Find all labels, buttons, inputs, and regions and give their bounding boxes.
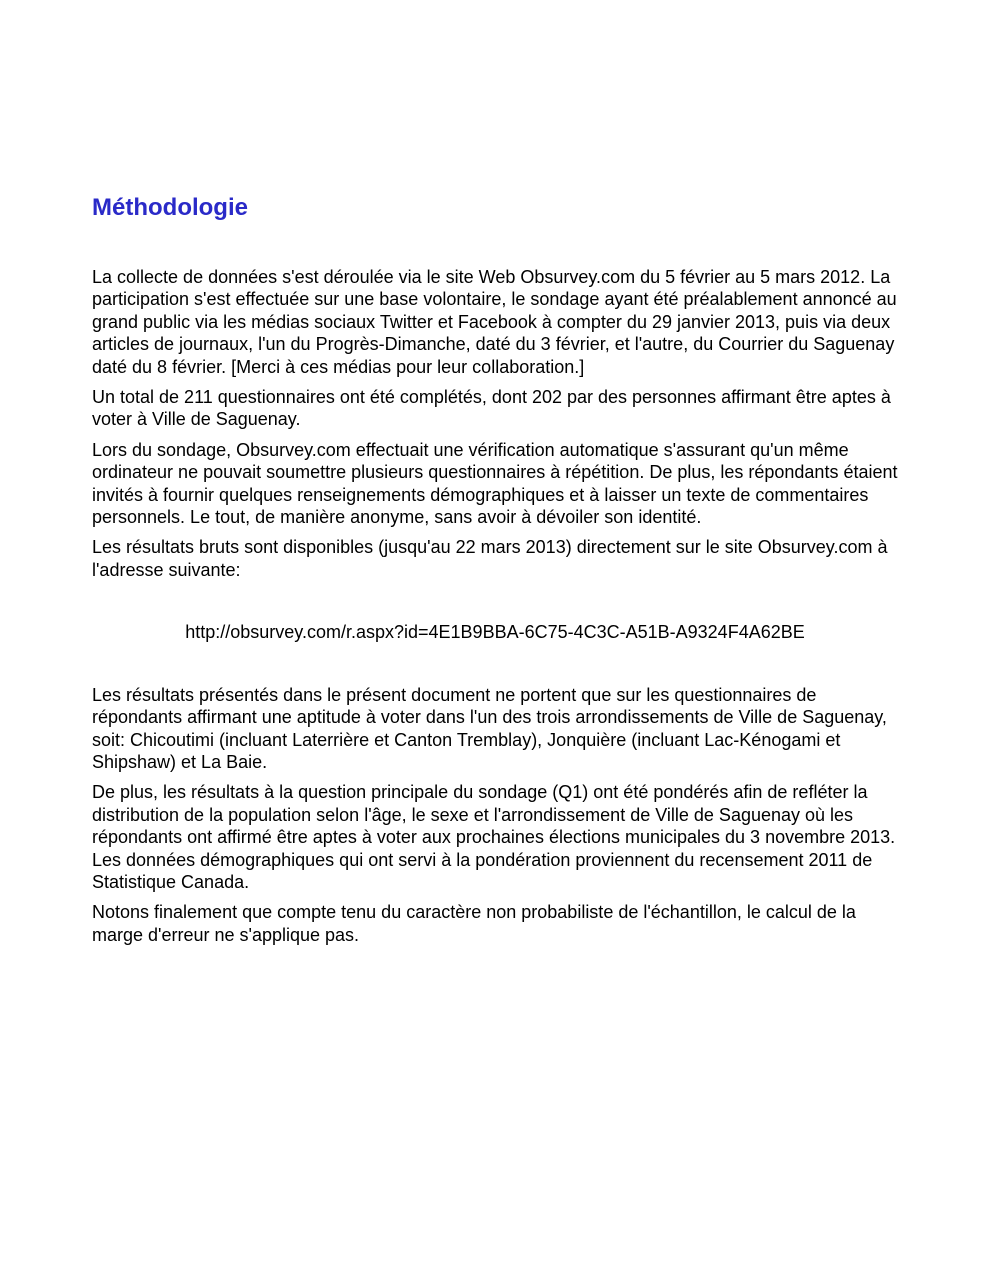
paragraph-raw-results: Les résultats bruts sont disponibles (jusqu'au 22 mars 2013) directement sur le site Obsurvey.com à l'adresse suivante: bbox=[92, 537, 888, 580]
paragraph-margin-of-error: Notons finalement que compte tenu du caractère non probabiliste de l'échantillon, le calcul de la marge d'erreur ne s'applique pas. bbox=[92, 902, 856, 945]
paragraph-verification: Lors du sondage, Obsurvey.com effectuait une vérification automatique s'assurant qu'un même ordinateur ne pouvait soumettre plusieurs questionnaires à répétition. De plus, les répondants étaient invités à fournir quelques renseignements démographiques et à laisser un texte de commentaires personnels. Le tout, de manière anonyme, sans avoir à dévoiler son identité. bbox=[92, 439, 898, 528]
paragraph-data-collection: La collecte de données s'est déroulée via le site Web Obsurvey.com du 5 février au 5 mars 2012. La participation s'est effectuée sur une base volontaire, le sondage ayant été préalablement annoncé au grand public via les médias sociaux Twitter et Facebook à compter du 29 janvier 2013, puis via deux articles de journaux, l'un du Progrès-Dimanche, daté du 3 février, et l'autre, du Courrier du Saguenay daté du 8 février. [Merci à ces médias pour leur collaboration.] bbox=[92, 267, 897, 377]
paragraph-total-questionnaires: Un total de 211 questionnaires ont été complétés, dont 202 par des personnes affirmant être aptes à voter à Ville de Saguenay. bbox=[92, 387, 891, 430]
section-title: Méthodologie bbox=[92, 194, 248, 221]
paragraph-weighting: De plus, les résultats à la question principale du sondage (Q1) ont été pondérés afin de refléter la distribution de la population selon l'âge, le sexe et l'arrondissement de Ville de Saguenay où les répondants ont affirmé être aptes à voter aux prochaines élections municipales du 3 novembre 2013. Les données démographiques qui ont servi à la pondération proviennent du recensement 2011 de Statistique Canada. bbox=[92, 782, 896, 892]
results-url[interactable]: http://obsurvey.com/r.aspx?id=4E1B9BBA-6C75-4C3C-A51B-A9324F4A62BE bbox=[185, 622, 805, 643]
document-page bbox=[92, 192, 898, 954]
paragraph-scope: Les résultats présentés dans le présent document ne portent que sur les questionnaires de répondants affirmant une aptitude à voter dans l'un des trois arrondissements de Ville de Saguenay, soit: Chicoutimi (incluant Laterrière et Canton Tremblay), Jonquière (incluant Lac-Kénogami et Shipshaw) et La Baie. bbox=[92, 684, 887, 772]
